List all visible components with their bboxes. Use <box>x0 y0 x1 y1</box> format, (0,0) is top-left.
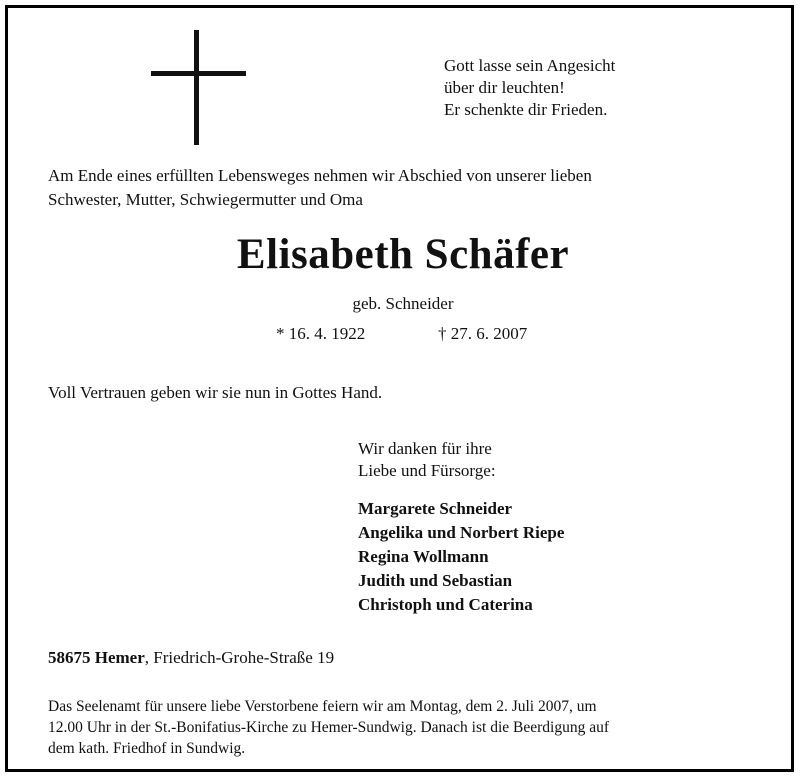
verse-line: über dir leuchten! <box>444 78 565 97</box>
address-city: 58675 Hemer <box>48 648 145 667</box>
verse-line: Er schenkte dir Frieden. <box>444 100 608 119</box>
cross-icon <box>194 30 199 145</box>
birth-name: geb. Schneider <box>352 294 454 313</box>
birth-date: * 16. 4. 1922 <box>276 324 366 343</box>
thanks-text <box>358 438 496 482</box>
mourner-name: Christoph und Caterina <box>358 595 533 614</box>
thanks-line: Liebe und Fürsorge: <box>358 461 496 480</box>
intro-line: Am Ende eines erfüllten Lebensweges nehmen wir Abschied von unserer lieben <box>48 166 592 185</box>
service-line: Das Seelenamt für unsere liebe Verstorbene feiern wir am Montag, dem 2. Juli 2007, um <box>48 698 597 715</box>
thanks-line: Wir danken für ihre <box>358 439 492 458</box>
verse-line: Gott lasse sein Angesicht <box>444 56 616 75</box>
address-street: , Friedrich-Grohe-Straße 19 <box>144 648 335 667</box>
mourner-name: Regina Wollmann <box>358 547 489 566</box>
cross-icon-beam <box>151 71 246 76</box>
service-line: 12.00 Uhr in der St.-Bonifatius-Kirche zu Hemer-Sundwig. Danach ist die Beerdigung auf <box>48 719 609 736</box>
bible-verse <box>444 55 615 121</box>
mourner-name: Judith und Sebastian <box>358 571 513 590</box>
service-info <box>48 696 768 759</box>
mourner-name: Margarete Schneider <box>358 499 513 518</box>
address <box>48 648 334 668</box>
deceased-name: Elisabeth Schäfer <box>236 231 570 278</box>
trust-line: Voll Vertrauen geben wir sie nun in Gottes Hand. <box>48 383 383 402</box>
death-date: † 27. 6. 2007 <box>438 324 528 343</box>
intro-text <box>48 164 748 212</box>
notice-frame <box>5 5 794 772</box>
mourner-name: Angelika und Norbert Riepe <box>358 523 565 542</box>
service-line: dem kath. Friedhof in Sundwig. <box>48 740 246 757</box>
intro-line: Schwester, Mutter, Schwiegermutter und Oma <box>48 190 363 209</box>
mourners-list <box>358 497 564 617</box>
